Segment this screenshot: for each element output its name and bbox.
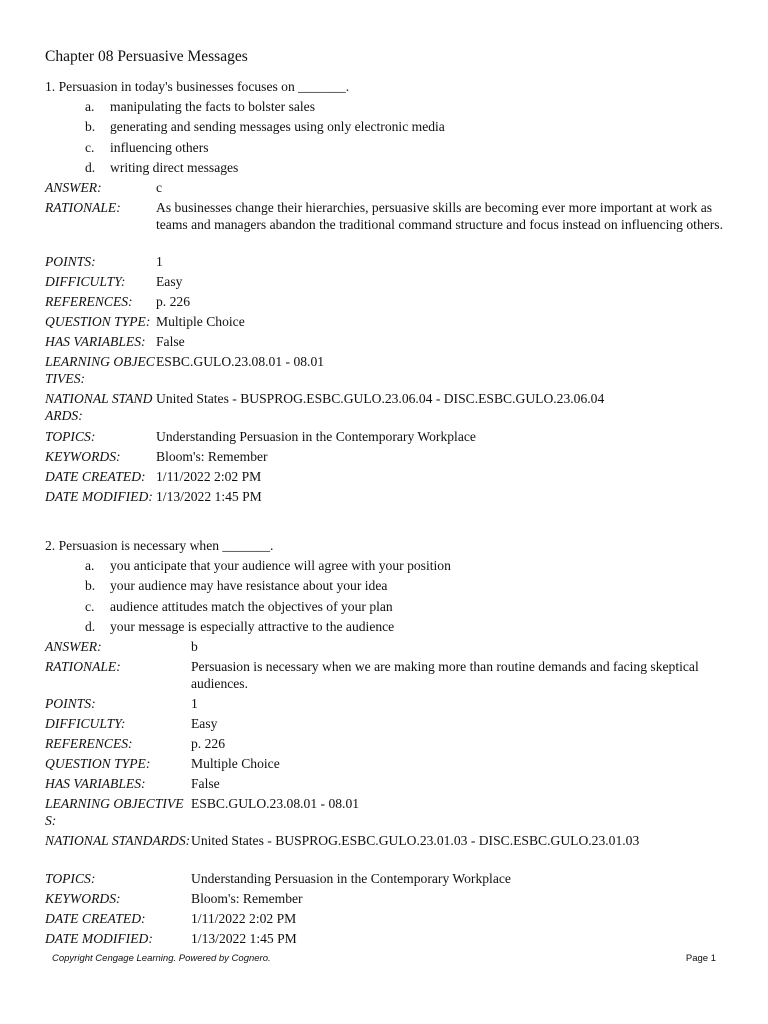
choice-text: you anticipate that your audience will agree with your position (110, 558, 451, 573)
meta-value: Understanding Persuasion in the Contemporary Workplace (191, 871, 511, 887)
meta-label: DATE CREATED: (45, 911, 146, 927)
choice-b (45, 577, 728, 597)
meta-row-keywords (45, 448, 728, 468)
meta-value: 1/11/2022 2:02 PM (156, 469, 262, 485)
question-metadata (45, 638, 728, 950)
question-1 (45, 78, 728, 508)
choice-text: your audience may have resistance about your idea (110, 578, 388, 594)
meta-row-has-variables (45, 775, 728, 795)
meta-value: False (156, 334, 185, 350)
meta-value: ESBC.GULO.23.08.01 - 08.01 (156, 354, 325, 370)
meta-row-answer (45, 179, 728, 199)
choice-d (45, 159, 728, 179)
meta-value: Easy (156, 274, 183, 290)
meta-label: KEYWORDS: (45, 449, 121, 465)
meta-row-topics (45, 428, 728, 448)
meta-row-points (45, 253, 728, 273)
meta-label: RATIONALE: (45, 200, 121, 216)
choice-text: your message is especially attractive to the audience (110, 618, 395, 634)
choice-b (45, 118, 728, 138)
choice-a (45, 98, 728, 118)
choice-letter: d. (85, 618, 96, 634)
meta-row-question-type (45, 313, 728, 333)
choice-text: manipulating the facts to bolster sales (110, 99, 315, 114)
meta-row-keywords (45, 890, 728, 910)
choice-letter: a. (85, 558, 95, 573)
meta-row-references (45, 293, 728, 313)
page-footer (52, 953, 716, 967)
meta-row-date-created (45, 910, 728, 930)
meta-row-question-type (45, 755, 728, 775)
meta-value: As businesses change their hierarchies, persuasive skills are becoming ever more important at work as teams and managers abandon the traditional command structure and focus instead on influencing others. (156, 200, 723, 233)
meta-value: Bloom's: Remember (156, 449, 268, 465)
meta-row-learning-objectives (45, 353, 728, 390)
choice-c (45, 598, 728, 618)
meta-row-points (45, 695, 728, 715)
choice-letter: b. (85, 119, 96, 135)
page-number: Page 1 (685, 953, 716, 964)
meta-row-difficulty (45, 273, 728, 293)
question-metadata (45, 179, 728, 508)
choice-text: writing direct messages (110, 159, 239, 175)
meta-label: DATE MODIFIED: (45, 489, 153, 505)
meta-label: HAS VARIABLES: (45, 776, 146, 792)
choice-letter: c. (85, 139, 95, 155)
meta-value: Multiple Choice (156, 314, 245, 330)
page-title: Chapter 08 Persuasive Messages (45, 48, 248, 65)
meta-row-date-modified (45, 930, 728, 950)
meta-value: 1 (191, 696, 198, 712)
meta-value: United States - BUSPROG.ESBC.GULO.23.01.03 - DISC.ESBC.GULO.23.01.03 (191, 833, 640, 849)
meta-label: KEYWORDS: (45, 891, 121, 907)
meta-value: b (191, 639, 198, 655)
meta-row-difficulty (45, 715, 728, 735)
meta-label: DATE MODIFIED: (45, 931, 153, 947)
meta-value: ESBC.GULO.23.08.01 - 08.01 (191, 796, 360, 812)
choice-c (45, 139, 728, 159)
meta-value: Understanding Persuasion in the Contemporary Workplace (156, 429, 476, 445)
choice-text: generating and sending messages using only electronic media (110, 119, 445, 135)
meta-row-national-standards (45, 390, 728, 428)
meta-row-learning-objectives (45, 795, 728, 832)
meta-label: HAS VARIABLES: (45, 334, 146, 350)
choice-d (45, 618, 728, 638)
choice-letter: b. (85, 578, 96, 594)
meta-value: Multiple Choice (191, 756, 280, 772)
meta-label: POINTS: (45, 254, 96, 270)
meta-row-rationale (45, 199, 728, 253)
meta-label: POINTS: (45, 696, 96, 712)
copyright-notice: Copyright Cengage Learning. Powered by Cognero. (52, 953, 271, 964)
choice-letter: d. (85, 159, 96, 175)
meta-row-national-standards (45, 832, 728, 870)
meta-row-has-variables (45, 333, 728, 353)
choice-letter: c. (85, 598, 95, 614)
meta-value: 1/13/2022 1:45 PM (191, 931, 297, 947)
meta-row-rationale (45, 658, 728, 695)
meta-label: RATIONALE: (45, 659, 121, 675)
meta-label: ANSWER: (45, 639, 102, 655)
question-2 (45, 537, 728, 950)
meta-label: DIFFICULTY: (45, 716, 126, 732)
meta-label: REFERENCES: (45, 736, 133, 752)
meta-value: 1 (156, 254, 163, 270)
meta-value: Bloom's: Remember (191, 891, 303, 907)
meta-label: NATIONAL STANDARDS: (45, 833, 191, 849)
meta-row-date-modified (45, 488, 728, 508)
meta-value: 1/11/2022 2:02 PM (191, 911, 297, 927)
meta-value: False (191, 776, 220, 792)
meta-value: United States - BUSPROG.ESBC.GULO.23.06.04 - DISC.ESBC.GULO.23.06.04 (156, 391, 605, 407)
meta-label: LEARNING OBJECTIVES: (45, 354, 155, 387)
choice-a (45, 557, 728, 577)
meta-label: DATE CREATED: (45, 469, 146, 485)
meta-row-references (45, 735, 728, 755)
choice-text: audience attitudes match the objectives of your plan (110, 598, 393, 614)
meta-row-date-created (45, 468, 728, 488)
meta-label: LEARNING OBJECTIVES: (45, 796, 184, 829)
meta-value: Persuasion is necessary when we are making more than routine demands and facing skeptical audiences. (191, 659, 699, 692)
meta-label: QUESTION TYPE: (45, 314, 151, 330)
answer-choices (45, 557, 728, 638)
answer-choices (45, 98, 728, 179)
meta-row-answer (45, 638, 728, 658)
choice-letter: a. (85, 99, 95, 114)
question-stem: 2. Persuasion is necessary when _______. (45, 538, 274, 553)
meta-value: c (156, 180, 163, 196)
meta-value: 1/13/2022 1:45 PM (156, 489, 262, 505)
meta-label: TOPICS: (45, 429, 96, 445)
choice-text: influencing others (110, 139, 209, 155)
question-stem: 1. Persuasion in today's businesses focuses on _______. (45, 79, 350, 94)
meta-value: p. 226 (191, 736, 225, 752)
meta-label: TOPICS: (45, 871, 96, 887)
meta-label: DIFFICULTY: (45, 274, 126, 290)
meta-label: NATIONAL STANDARDS: (45, 391, 153, 424)
meta-label: QUESTION TYPE: (45, 756, 151, 772)
meta-row-topics (45, 870, 728, 890)
meta-label: REFERENCES: (45, 294, 133, 310)
meta-value: Easy (191, 716, 218, 732)
meta-value: p. 226 (156, 294, 190, 310)
meta-label: ANSWER: (45, 180, 102, 196)
